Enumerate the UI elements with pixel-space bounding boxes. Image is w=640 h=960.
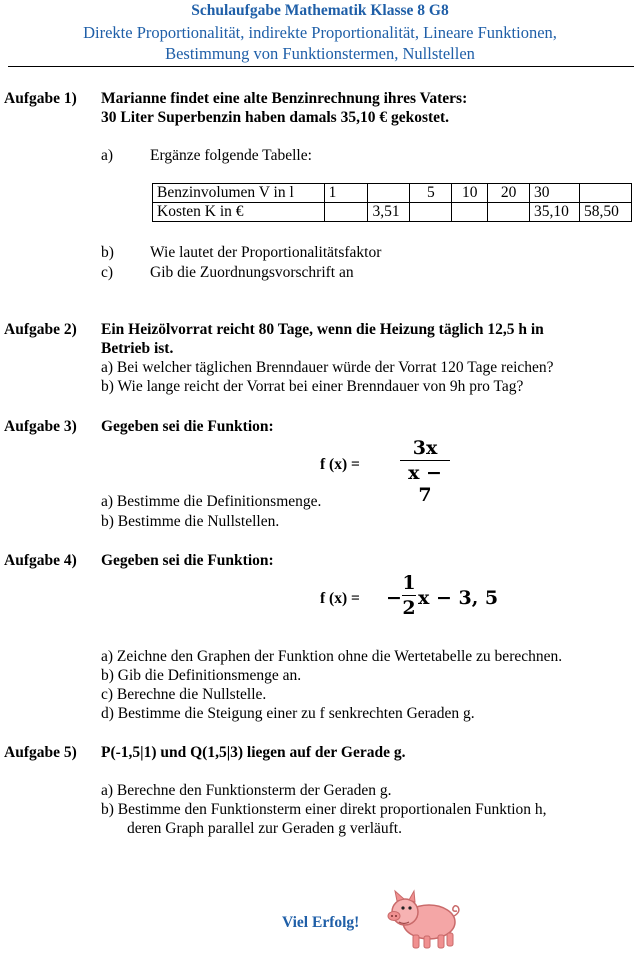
task4d-text: d) Bestimme die Steigung einer zu f senkrechten Geraden g.: [101, 705, 475, 722]
task4-function-label: f (x) =: [320, 590, 360, 607]
table-cell: [452, 203, 488, 222]
task5b-text-line2: deren Graph parallel zur Geraden g verläuft.: [127, 820, 402, 837]
fraction-bar: [400, 460, 450, 461]
header-rule: [8, 66, 634, 67]
fraction-numerator: 3x: [412, 437, 438, 459]
task3-fraction: [400, 437, 450, 506]
page-subtitle-line1: Direkte Proportionalität, indirekte Proportionalität, Lineare Funktionen,: [83, 23, 557, 42]
good-luck-text: Viel Erfolg!: [282, 914, 360, 931]
task3-function-label: f (x) =: [320, 456, 360, 473]
task2b-text: b) Wie lange reicht der Vorrat bei einer Brenndauer von 9h pro Tag?: [101, 378, 524, 395]
task4-fraction: [402, 572, 416, 619]
task1b-text: Wie lautet der Proportionalitätsfaktor: [150, 244, 382, 261]
table-row: [153, 184, 632, 203]
task1-line1: Marianne findet eine alte Benzinrechnung ihres Vaters:: [101, 90, 468, 107]
task2-label: Aufgabe 2): [4, 321, 77, 338]
task5a-text: a) Berechne den Funktionsterm der Geraden g.: [101, 782, 392, 799]
table-cell: 20: [488, 184, 530, 203]
task5-intro: P(-1,5|1) und Q(1,5|3) liegen auf der Gerade g.: [101, 744, 406, 761]
task1-label: Aufgabe 1): [4, 90, 77, 107]
table-cell: [488, 203, 530, 222]
fraction-numerator: 1: [402, 572, 416, 594]
task2a-text: a) Bei welcher täglichen Brenndauer würde der Vorrat 120 Tage reichen?: [101, 359, 554, 376]
task4-minus: −: [386, 587, 402, 609]
task4b-text: b) Gib die Definitionsmenge an.: [101, 667, 302, 684]
pig-icon: [383, 888, 465, 952]
fraction-bar: [402, 595, 416, 596]
table-row: [153, 203, 632, 222]
task5b-text-line1: b) Bestimme den Funktionsterm einer direkt proportionalen Funktion h,: [101, 801, 547, 818]
table-cell: [410, 203, 452, 222]
task4-label: Aufgabe 4): [4, 552, 77, 569]
task3a-text: a) Bestimme die Definitionsmenge.: [101, 493, 322, 510]
table-cell: Benzinvolumen V in l: [153, 184, 325, 203]
table-cell: Kosten K in €: [153, 203, 325, 222]
task4a-text: a) Zeichne den Graphen der Funktion ohne die Wertetabelle zu berechnen.: [101, 648, 563, 665]
table-cell: 58,50: [580, 203, 632, 222]
table-cell: 30: [530, 184, 580, 203]
table-cell: 35,10: [530, 203, 580, 222]
task2-line2: Betrieb ist.: [101, 340, 174, 357]
table-cell: 3,51: [368, 203, 410, 222]
page-title: Schulaufgabe Mathematik Klasse 8 G8: [191, 2, 449, 19]
page-subtitle-line2: Bestimmung von Funktionstermen, Nullstellen: [165, 44, 475, 63]
task4-term: x − 3, 5: [418, 587, 499, 609]
task4c-text: c) Berechne die Nullstelle.: [101, 686, 267, 703]
task1b-marker: b): [101, 244, 114, 261]
task1-line2: 30 Liter Superbenzin haben damals 35,10 € gekostet.: [101, 109, 450, 126]
task1a-text: Ergänze folgende Tabelle:: [150, 147, 312, 164]
table-cell: 5: [410, 184, 452, 203]
table-cell: 10: [452, 184, 488, 203]
task3b-text: b) Bestimme die Nullstellen.: [101, 513, 280, 530]
task1a-marker: a): [101, 147, 114, 164]
table-cell: [580, 184, 632, 203]
table-cell: [368, 184, 410, 203]
table-cell: 1: [324, 184, 368, 203]
fraction-denominator: 2: [402, 597, 416, 619]
task3-label: Aufgabe 3): [4, 418, 77, 435]
proportion-table: [152, 183, 632, 222]
task3-intro: Gegeben sei die Funktion:: [101, 418, 274, 435]
fraction-denominator: x − 7: [408, 462, 442, 506]
task4-intro: Gegeben sei die Funktion:: [101, 552, 274, 569]
task1c-marker: c): [101, 264, 114, 281]
task1c-text: Gib die Zuordnungsvorschrift an: [150, 264, 354, 281]
task2-line1: Ein Heizölvorrat reicht 80 Tage, wenn die Heizung täglich 12,5 h in: [101, 321, 544, 338]
table-cell: [324, 203, 368, 222]
task5-label: Aufgabe 5): [4, 744, 77, 761]
